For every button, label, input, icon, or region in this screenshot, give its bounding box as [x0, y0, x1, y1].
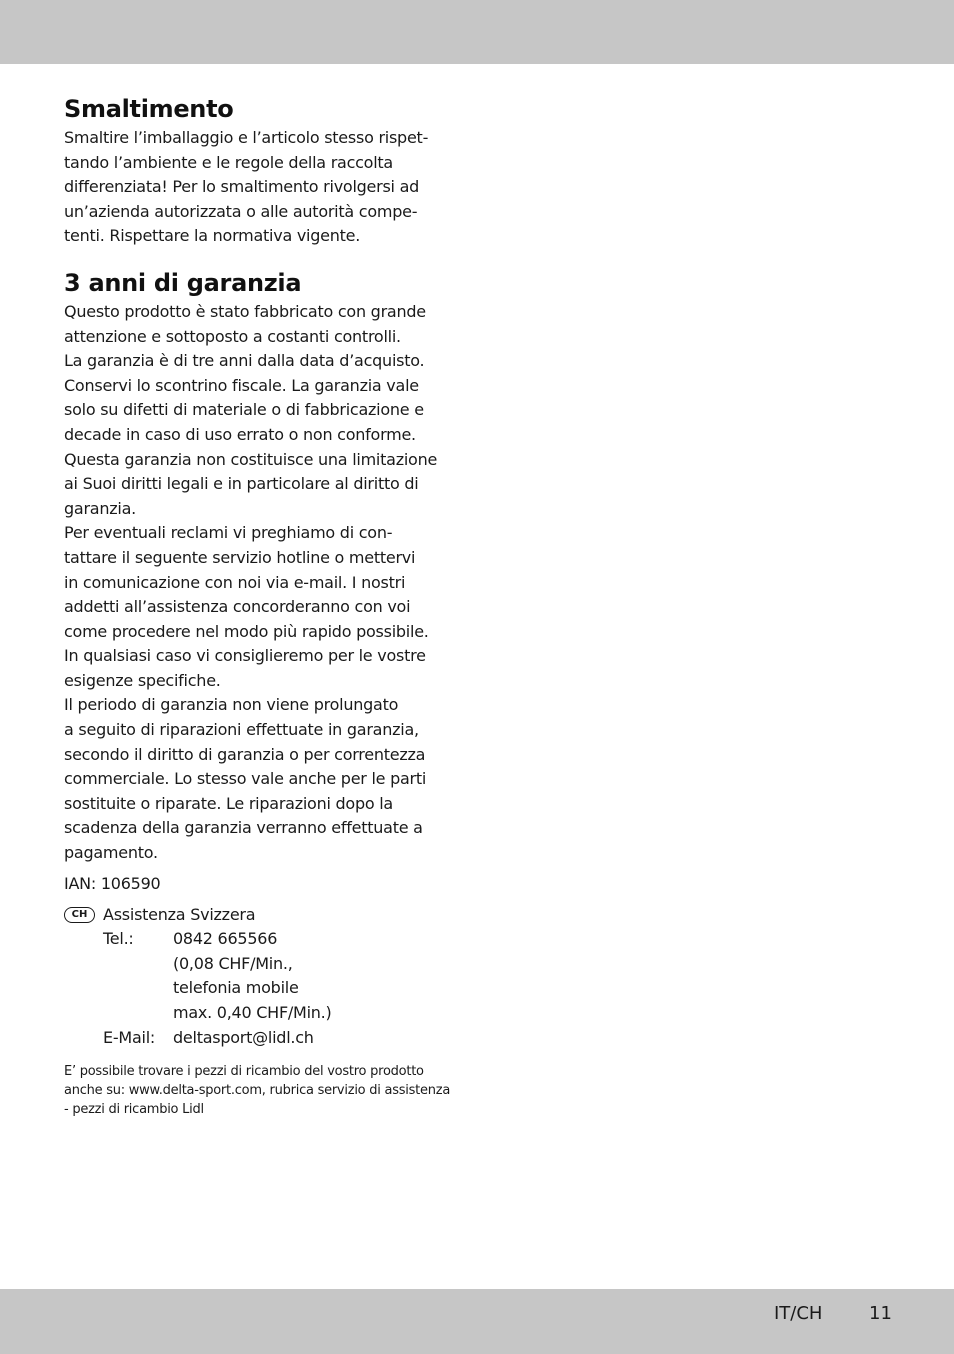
phone-label: Tel.: — [103, 929, 134, 949]
disposal-line: Smaltire l’imballaggio e l’articolo stesso rispet- — [64, 128, 429, 147]
header-band — [0, 0, 954, 64]
warranty-heading: 3 anni di garanzia — [64, 268, 302, 297]
warranty-line: La garanzia è di tre anni dalla data d’acquisto. — [64, 351, 425, 371]
warranty-line: scadenza della garanzia verranno effettuate a — [64, 818, 423, 838]
disposal-line: tando l’ambiente e le regole della raccolta — [64, 152, 393, 172]
ian-code: IAN: 106590 — [64, 873, 161, 893]
warranty-line: addetti all’assistenza concorderanno con voi — [64, 597, 411, 617]
note-line: E’ possibile trovare i pezzi di ricambio del vostro prodotto — [64, 1064, 424, 1080]
spare-parts-note — [64, 1062, 464, 1119]
note-line: anche su: www.delta-sport.com, rubrica servizio di assistenza — [64, 1083, 451, 1099]
disposal-line: differenziata! Per lo smaltimento rivolgersi ad — [64, 177, 420, 197]
note-line: - pezzi di ricambio Lidl — [64, 1102, 204, 1118]
warranty-line: sostituite o riparate. Le riparazioni dopo la — [64, 793, 393, 813]
warranty-line: in comunicazione con noi via e-mail. I nostri — [64, 572, 406, 592]
warranty-line: Conservi lo scontrino fiscale. La garanzia vale — [64, 375, 419, 395]
warranty-line: decade in caso di uso errato o non conforme. — [64, 424, 416, 444]
warranty-line: secondo il diritto di garanzia o per correntezza — [64, 744, 426, 764]
page-number: 11 — [869, 1303, 892, 1324]
disposal-line: un’azienda autorizzata o alle autorità compe- — [64, 201, 418, 221]
service-title: Assistenza Svizzera — [103, 904, 256, 924]
warranty-line: tattare il seguente servizio hotline o mettervi — [64, 547, 416, 567]
warranty-line: garanzia. — [64, 498, 136, 518]
main-content — [64, 92, 464, 1119]
warranty-line: ai Suoi diritti legali e in particolare al diritto di — [64, 474, 419, 494]
phone-rate: (0,08 CHF/Min., — [173, 953, 293, 973]
warranty-line: Per eventuali reclami vi preghiamo di con- — [64, 523, 393, 543]
phone-row — [64, 927, 464, 1025]
warranty-line: a seguito di riparazioni effettuate in garanzia, — [64, 720, 419, 740]
phone-rate: telefonia mobile — [173, 978, 299, 998]
warranty-line: commerciale. Lo stesso vale anche per le parti — [64, 769, 427, 789]
warranty-line: come procedere nel modo più rapido possibile. — [64, 621, 429, 641]
email-link[interactable]: deltasport@lidl.ch — [173, 1027, 314, 1047]
phone-details — [173, 927, 332, 1025]
email-row — [64, 1026, 464, 1051]
phone-number[interactable]: 0842 665566 — [173, 929, 278, 949]
warranty-line: Questo prodotto è stato fabbricato con grande — [64, 301, 426, 321]
phone-rate: max. 0,40 CHF/Min.) — [173, 1003, 332, 1022]
disposal-heading: Smaltimento — [64, 95, 234, 123]
email-label: E-Mail: — [103, 1027, 156, 1047]
disposal-text — [64, 126, 464, 249]
warranty-line: Il periodo di garanzia non viene prolungato — [64, 695, 399, 715]
warranty-line: attenzione e sottoposto a costanti controlli. — [64, 326, 401, 346]
warranty-line: In qualsiasi caso vi consiglieremo per le vostre — [64, 646, 426, 666]
warranty-text — [64, 300, 464, 866]
warranty-line: pagamento. — [64, 843, 158, 863]
disposal-line: tenti. Rispettare la normativa vigente. — [64, 226, 361, 246]
warranty-line: solo su difetti di materiale o di fabbricazione e — [64, 400, 424, 420]
warranty-line: Questa garanzia non costituisce una limitazione — [64, 449, 438, 469]
footer-language: IT/CH — [774, 1303, 823, 1324]
country-badge: CH — [64, 907, 95, 923]
service-contact — [64, 903, 464, 1051]
warranty-line: esigenze specifiche. — [64, 670, 221, 690]
